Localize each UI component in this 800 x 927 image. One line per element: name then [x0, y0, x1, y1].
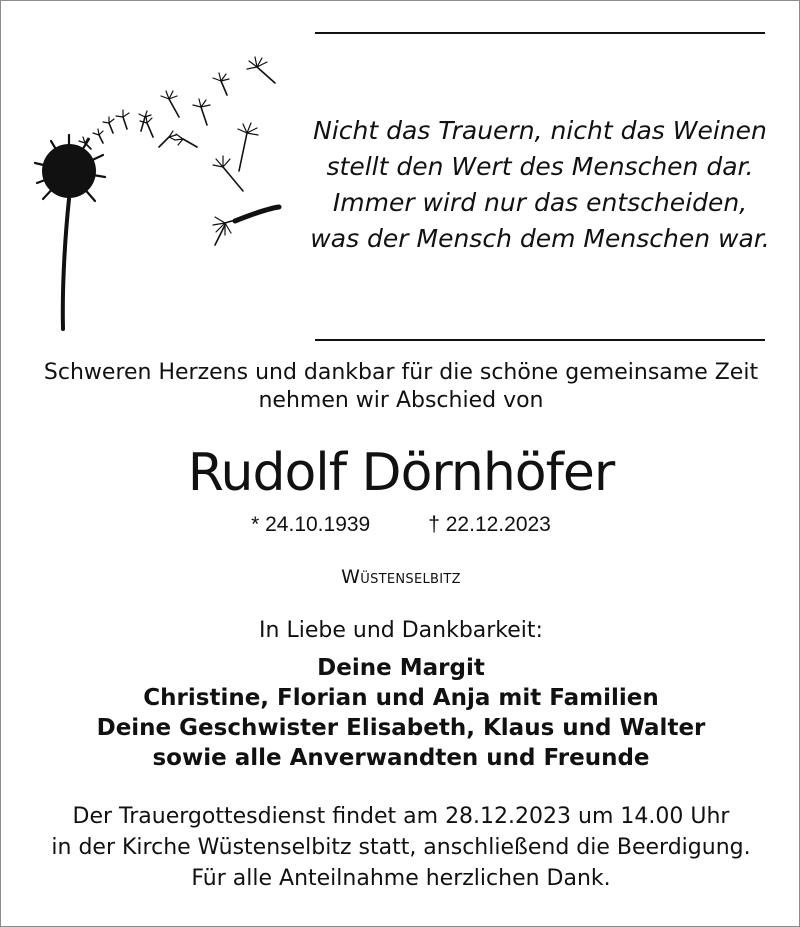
service-line: Für alle Anteilnahme herzlichen Dank.	[191, 866, 611, 891]
mourner-line: sowie alle Anverwandten und Freunde	[152, 745, 650, 771]
deceased-name: Rudolf Dörnhöfer	[187, 443, 615, 503]
service-line: in der Kirche Wüstenselbitz statt, anschließend die Beerdigung.	[51, 835, 751, 860]
intro-text	[1, 359, 800, 415]
poem-line: Nicht das Trauern, nicht das Weinen	[313, 116, 767, 145]
poem-line: Immer wird nur das entscheiden,	[332, 188, 748, 217]
life-dates	[1, 511, 800, 539]
poem-line: was der Mensch dem Menschen war.	[310, 224, 770, 253]
mourner-line: Deine Margit	[317, 655, 485, 681]
intro-line: Schweren Herzens und dankbar für die schöne gemeinsame Zeit	[43, 360, 759, 385]
bottom-divider	[315, 339, 765, 341]
top-divider	[315, 32, 765, 34]
death-date: † 22.12.2023	[428, 513, 551, 536]
poem	[303, 113, 777, 257]
birth-date: * 24.10.1939	[251, 513, 371, 536]
service-line: Der Trauergottesdienst findet am 28.12.2023 um 14.00 Uhr	[72, 804, 730, 829]
mourner-line: Deine Geschwister Elisabeth, Klaus und Walter	[96, 715, 706, 741]
mourners-list	[1, 653, 800, 773]
dandelion-icon	[29, 37, 299, 332]
mourner-line: Christine, Florian und Anja mit Familien	[143, 685, 659, 711]
place-of-residence: Wüstenselbitz	[341, 566, 461, 588]
service-info	[1, 801, 800, 894]
poem-line: stellt den Wert des Menschen dar.	[326, 152, 754, 181]
intro-line: nehmen wir Abschied von	[258, 388, 544, 413]
love-line: In Liebe und Dankbarkeit:	[259, 618, 543, 643]
